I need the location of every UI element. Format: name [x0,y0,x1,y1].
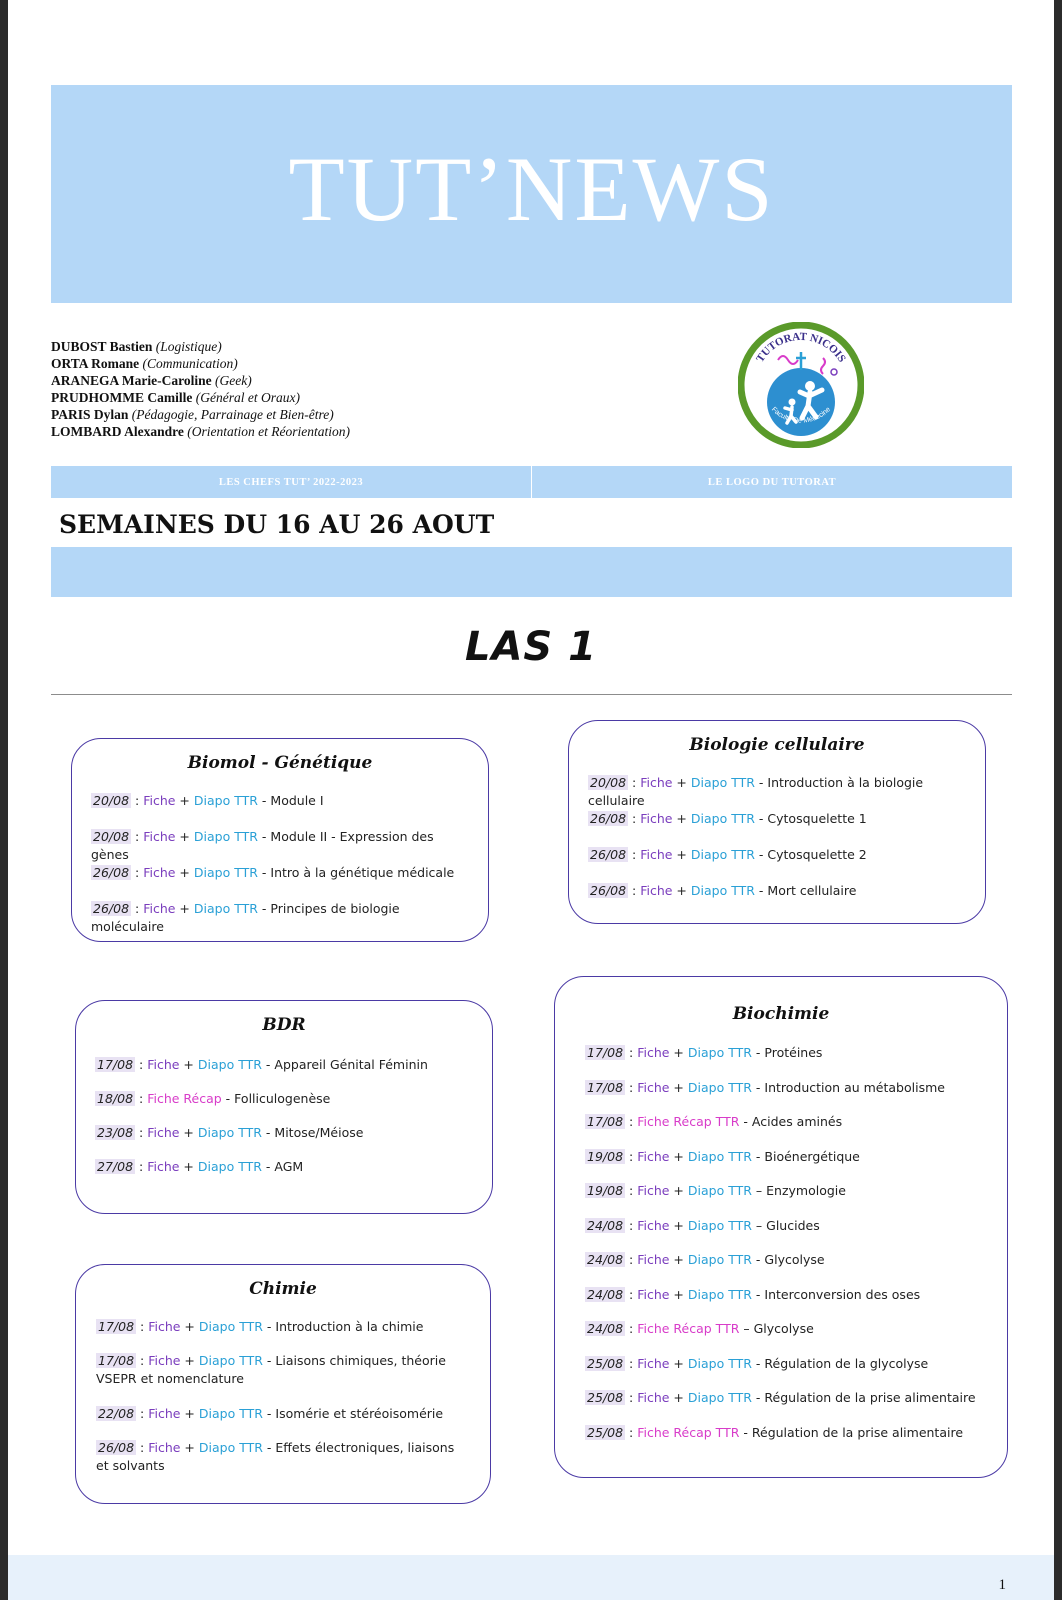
course-date: 26/08 [590,883,627,898]
course-desc: Folliculogenèse [234,1091,331,1106]
course-date: 22/08 [98,1406,135,1421]
plus-sep: + [179,1057,198,1072]
colon-sep: : [136,1319,149,1334]
colon-sep: : [625,1148,638,1164]
plus-sep: + [669,1183,688,1198]
diapo-tag: Diapo TTR [198,1353,263,1368]
desc-sep: - [261,1057,275,1072]
course-date: 17/08 [98,1353,135,1368]
diapo-tag: Diapo TTR [197,1159,262,1174]
course-item [96,1352,470,1388]
course-item [585,1251,977,1269]
desc-sep: - [754,847,768,862]
colon-sep: : [628,775,641,790]
plus-sep: + [180,1319,199,1334]
chefs-list [51,338,350,440]
chef-row [51,372,350,389]
desc-sep: – [751,1183,767,1198]
colon-sep: : [135,1057,148,1072]
desc-sep: - [257,865,271,880]
desc-sep: - [257,901,271,916]
section-title: LAS 1 [464,624,597,670]
course-item [95,1158,473,1176]
fiche-tag: Fiche [147,1159,180,1174]
plus-sep: + [672,811,691,826]
fiche-tag: Fiche [143,793,176,808]
colon-sep: : [625,1424,638,1440]
course-desc: Régulation de la glycolyse [764,1355,929,1371]
course-desc: Appareil Génital Féminin [274,1057,428,1072]
weeks-title: SEMAINES DU 16 AU 26 AOUT [59,510,495,539]
plus-sep: + [669,1252,688,1267]
course-item [585,1079,977,1097]
logo-label: LE LOGO DU TUTORAT [707,476,837,488]
desc-sep: - [262,1406,276,1421]
course-desc: Glycolyse [764,1252,825,1267]
desc-sep: - [751,1148,765,1164]
card-title: Chimie [249,1279,317,1299]
course-desc: Protéines [764,1045,823,1060]
course-item [95,1124,473,1142]
fiche-tag: Fiche [637,1217,670,1233]
colon-sep: : [625,1252,638,1267]
diapo-tag: Diapo TTR [197,1057,262,1072]
chef-name: PARIS Dylan [51,407,129,422]
chef-row [51,355,350,372]
diapo-tag: Diapo TTR [687,1217,752,1233]
colon-sep: : [628,883,641,898]
course-item [95,1056,473,1074]
fiche-tag: Fiche [147,1125,180,1140]
course-desc: Module II - Expression des gènes [91,829,434,862]
course-item [96,1318,470,1336]
section-label-bar [51,466,1012,498]
diapo-tag: Diapo TTR [687,1183,752,1198]
course-desc: Mitose/Méiose [274,1125,364,1140]
plus-sep: + [669,1286,688,1302]
plus-sep: + [669,1355,688,1371]
plus-sep: + [672,847,691,862]
diapo-tag: Diapo TTR [197,1125,262,1140]
course-desc: Effets électroniques, liaisons et solvants [96,1440,455,1473]
course-desc: Introduction au métabolisme [764,1079,945,1095]
course-date: 20/08 [590,775,627,790]
course-desc: Enzymologie [766,1183,846,1198]
blank-banner [51,547,1012,597]
plus-sep: + [669,1217,688,1233]
course-desc: Cytosquelette 2 [767,847,867,862]
colon-sep: : [625,1045,638,1060]
fiche-tag: Fiche [640,847,673,862]
chef-row [51,423,350,440]
course-desc: Interconversion des oses [764,1286,921,1302]
course-date: 18/08 [97,1091,134,1106]
diapo-tag: Diapo TTR [687,1355,752,1371]
course-desc: Cytosquelette 1 [767,811,867,826]
course-desc: AGM [274,1159,304,1174]
course-item [95,1090,473,1108]
course-date: 24/08 [587,1252,624,1267]
colon-sep: : [135,1125,148,1140]
card-title: Biochimie [732,1004,830,1024]
card-title: Biomol - Génétique [187,753,373,773]
course-date: 17/08 [587,1114,624,1129]
desc-sep: - [257,829,271,844]
course-item [91,828,469,864]
course-item [585,1424,977,1442]
course-desc: Glycolyse [753,1321,814,1336]
colon-sep: : [628,847,641,862]
diapo-tag: Diapo TTR [198,1440,263,1455]
chef-row [51,389,350,406]
course-item [91,792,469,810]
page-number: 1 [998,1577,1006,1593]
chef-row [51,338,350,355]
chefs-label: LES CHEFS TUT’ 2022-2023 [51,466,532,498]
fiche-tag: Fiche [637,1390,670,1405]
course-date: 17/08 [587,1079,624,1095]
colon-sep: : [136,1353,149,1368]
card-bdr [75,1000,493,1214]
divider [51,694,1012,695]
plus-sep: + [669,1045,688,1060]
logo-bottom-text: Faculté De Médecine [769,406,833,425]
diapo-tag: Diapo TTR [198,1319,263,1334]
diapo-tag: Diapo TTR [687,1252,752,1267]
chef-role: (Communication) [142,356,238,371]
colon-sep: : [131,865,144,880]
desc-sep: - [751,1390,765,1405]
course-date: 20/08 [93,829,130,844]
desc-sep: - [261,1125,275,1140]
colon-sep: : [131,829,144,844]
course-date: 25/08 [587,1390,624,1405]
course-date: 24/08 [587,1321,624,1336]
desc-sep: - [257,793,271,808]
course-desc: Intro à la génétique médicale [270,865,455,880]
course-date: 19/08 [587,1183,624,1198]
recapttr-tag: Fiche Récap TTR [637,1114,740,1129]
card-biomol [71,738,489,942]
course-desc: Glucides [766,1217,820,1233]
document-page [8,0,1054,1600]
diapo-tag: Diapo TTR [690,883,755,898]
course-item [585,1113,977,1131]
colon-sep: : [131,793,144,808]
colon-sep: : [136,1406,149,1421]
course-date: 26/08 [93,865,130,880]
diapo-tag: Diapo TTR [687,1148,752,1164]
colon-sep: : [625,1355,638,1371]
course-desc: Principes de biologie moléculaire [91,901,400,934]
course-desc: Régulation de la prise alimentaire [751,1424,964,1440]
diapo-tag: Diapo TTR [198,1406,263,1421]
diapo-tag: Diapo TTR [687,1390,752,1405]
plus-sep: + [672,775,691,790]
card-title: Biologie cellulaire [689,735,865,755]
course-item [585,1148,977,1166]
course-desc: Liaisons chimiques, théorie VSEPR et nomenclature [96,1353,446,1386]
diapo-tag: Diapo TTR [687,1079,752,1095]
course-date: 17/08 [587,1045,624,1060]
course-date: 26/08 [590,847,627,862]
colon-sep: : [628,811,641,826]
diapo-tag: Diapo TTR [193,793,258,808]
chef-role: (Pédagogie, Parrainage et Bien-être) [131,407,334,422]
card-biologie-cellulaire [568,720,986,924]
course-item [91,900,469,936]
course-date: 17/08 [97,1057,134,1072]
desc-sep: - [221,1091,235,1106]
plus-sep: + [669,1148,688,1164]
plus-sep: + [175,793,194,808]
course-desc: Bioénergétique [764,1148,860,1164]
desc-sep: - [262,1353,276,1368]
colon-sep: : [625,1217,638,1233]
plus-sep: + [175,829,194,844]
course-date: 26/08 [590,811,627,826]
fiche-tag: Fiche [637,1148,670,1164]
course-desc: Isomérie et stéréoisomérie [275,1406,444,1421]
desc-sep: - [751,1045,765,1060]
course-item [585,1182,977,1200]
chef-row [51,406,350,423]
chef-role: (Geek) [214,373,252,388]
course-desc: Introduction à la biologie cellulaire [588,775,924,808]
tutorat-logo [738,322,864,448]
course-item [585,1217,977,1235]
fiche-tag: Fiche [640,883,673,898]
course-item [585,1286,977,1304]
recapttr-tag: Fiche Récap TTR [637,1321,740,1336]
fiche-tag: Fiche [148,1319,181,1334]
logo-top-text: TUTORAT NICOIS [754,330,848,365]
plus-sep: + [175,901,194,916]
desc-sep: - [262,1440,276,1455]
diapo-tag: Diapo TTR [690,847,755,862]
course-date: 27/08 [97,1159,134,1174]
colon-sep: : [625,1390,638,1405]
course-item [588,774,966,810]
course-item [585,1389,977,1407]
diapo-tag: Diapo TTR [687,1286,752,1302]
fiche-tag: Fiche [637,1286,670,1302]
colon-sep: : [625,1114,638,1129]
desc-sep: – [739,1321,754,1336]
diapo-tag: Diapo TTR [193,901,258,916]
desc-sep: - [754,811,768,826]
plus-sep: + [672,883,691,898]
fiche-tag: Fiche [637,1252,670,1267]
chef-role: (Général et Oraux) [195,390,300,405]
course-desc: Introduction à la chimie [275,1319,424,1334]
course-item [91,864,469,882]
desc-sep: - [751,1252,765,1267]
course-date: 26/08 [93,901,130,916]
desc-sep: - [261,1159,275,1174]
desc-sep: - [754,883,768,898]
page-footer [8,1555,1054,1600]
colon-sep: : [135,1091,148,1106]
diapo-tag: Diapo TTR [687,1045,752,1060]
fiche-tag: Fiche [148,1406,181,1421]
course-date: 25/08 [587,1355,624,1371]
fiche-tag: Fiche [148,1440,181,1455]
fiche-tag: Fiche [148,1353,181,1368]
plus-sep: + [669,1079,688,1095]
fiche-tag: Fiche [637,1045,670,1060]
fiche-tag: Fiche [143,865,176,880]
course-desc: Régulation de la prise alimentaire [764,1390,976,1405]
fiche-tag: Fiche [637,1183,670,1198]
fiche-tag: Fiche [637,1079,670,1095]
ficherecap-tag: Fiche Récap [147,1091,222,1106]
chef-name: ORTA Romane [51,356,140,371]
plus-sep: + [175,865,194,880]
fiche-tag: Fiche [637,1355,670,1371]
course-date: 25/08 [587,1424,624,1440]
course-item [588,882,966,900]
course-item [588,810,966,828]
plus-sep: + [179,1159,198,1174]
chef-role: (Orientation et Réorientation) [187,424,350,439]
course-date: 19/08 [587,1148,624,1164]
colon-sep: : [625,1321,638,1336]
diapo-tag: Diapo TTR [193,829,258,844]
card-biochimie [554,976,1008,1478]
chef-name: LOMBARD Alexandre [51,424,184,439]
card-chimie [75,1264,491,1504]
diapo-tag: Diapo TTR [690,775,755,790]
colon-sep: : [136,1440,149,1455]
newsletter-banner [51,85,1012,303]
fiche-tag: Fiche [147,1057,180,1072]
colon-sep: : [135,1159,148,1174]
course-date: 26/08 [98,1440,135,1455]
plus-sep: + [180,1406,199,1421]
plus-sep: + [180,1353,199,1368]
course-date: 23/08 [97,1125,134,1140]
card-title: BDR [262,1015,306,1035]
desc-sep: - [754,775,768,790]
chef-name: PRUDHOMME Camille [51,390,193,405]
desc-sep: - [751,1355,765,1371]
desc-sep: - [751,1079,765,1095]
course-item [585,1320,977,1338]
course-date: 20/08 [93,793,130,808]
desc-sep: – [751,1217,767,1233]
desc-sep: - [262,1319,276,1334]
diapo-tag: Diapo TTR [193,865,258,880]
desc-sep: - [739,1424,752,1440]
recapttr-tag: Fiche Récap TTR [637,1424,740,1440]
colon-sep: : [131,901,144,916]
desc-sep: - [739,1114,752,1129]
fiche-tag: Fiche [143,901,176,916]
plus-sep: + [669,1390,688,1405]
course-date: 24/08 [587,1217,624,1233]
course-item [585,1355,977,1373]
plus-sep: + [180,1440,199,1455]
course-item [96,1439,470,1475]
course-desc: Acides aminés [751,1114,843,1129]
plus-sep: + [179,1125,198,1140]
colon-sep: : [625,1286,638,1302]
fiche-tag: Fiche [143,829,176,844]
course-item [96,1405,470,1423]
colon-sep: : [625,1079,638,1095]
course-date: 24/08 [587,1286,624,1302]
colon-sep: : [625,1183,638,1198]
course-date: 17/08 [98,1319,135,1334]
newsletter-title: TUT’NEWS [288,138,775,240]
desc-sep: - [751,1286,765,1302]
course-desc: Mort cellulaire [767,883,857,898]
course-item [588,846,966,864]
course-desc: Module I [270,793,324,808]
chef-role: (Logistique) [155,339,222,354]
diapo-tag: Diapo TTR [690,811,755,826]
chef-name: ARANEGA Marie-Caroline [51,373,212,388]
course-item [585,1044,977,1062]
fiche-tag: Fiche [640,775,673,790]
chef-name: DUBOST Bastien [51,339,153,354]
fiche-tag: Fiche [640,811,673,826]
